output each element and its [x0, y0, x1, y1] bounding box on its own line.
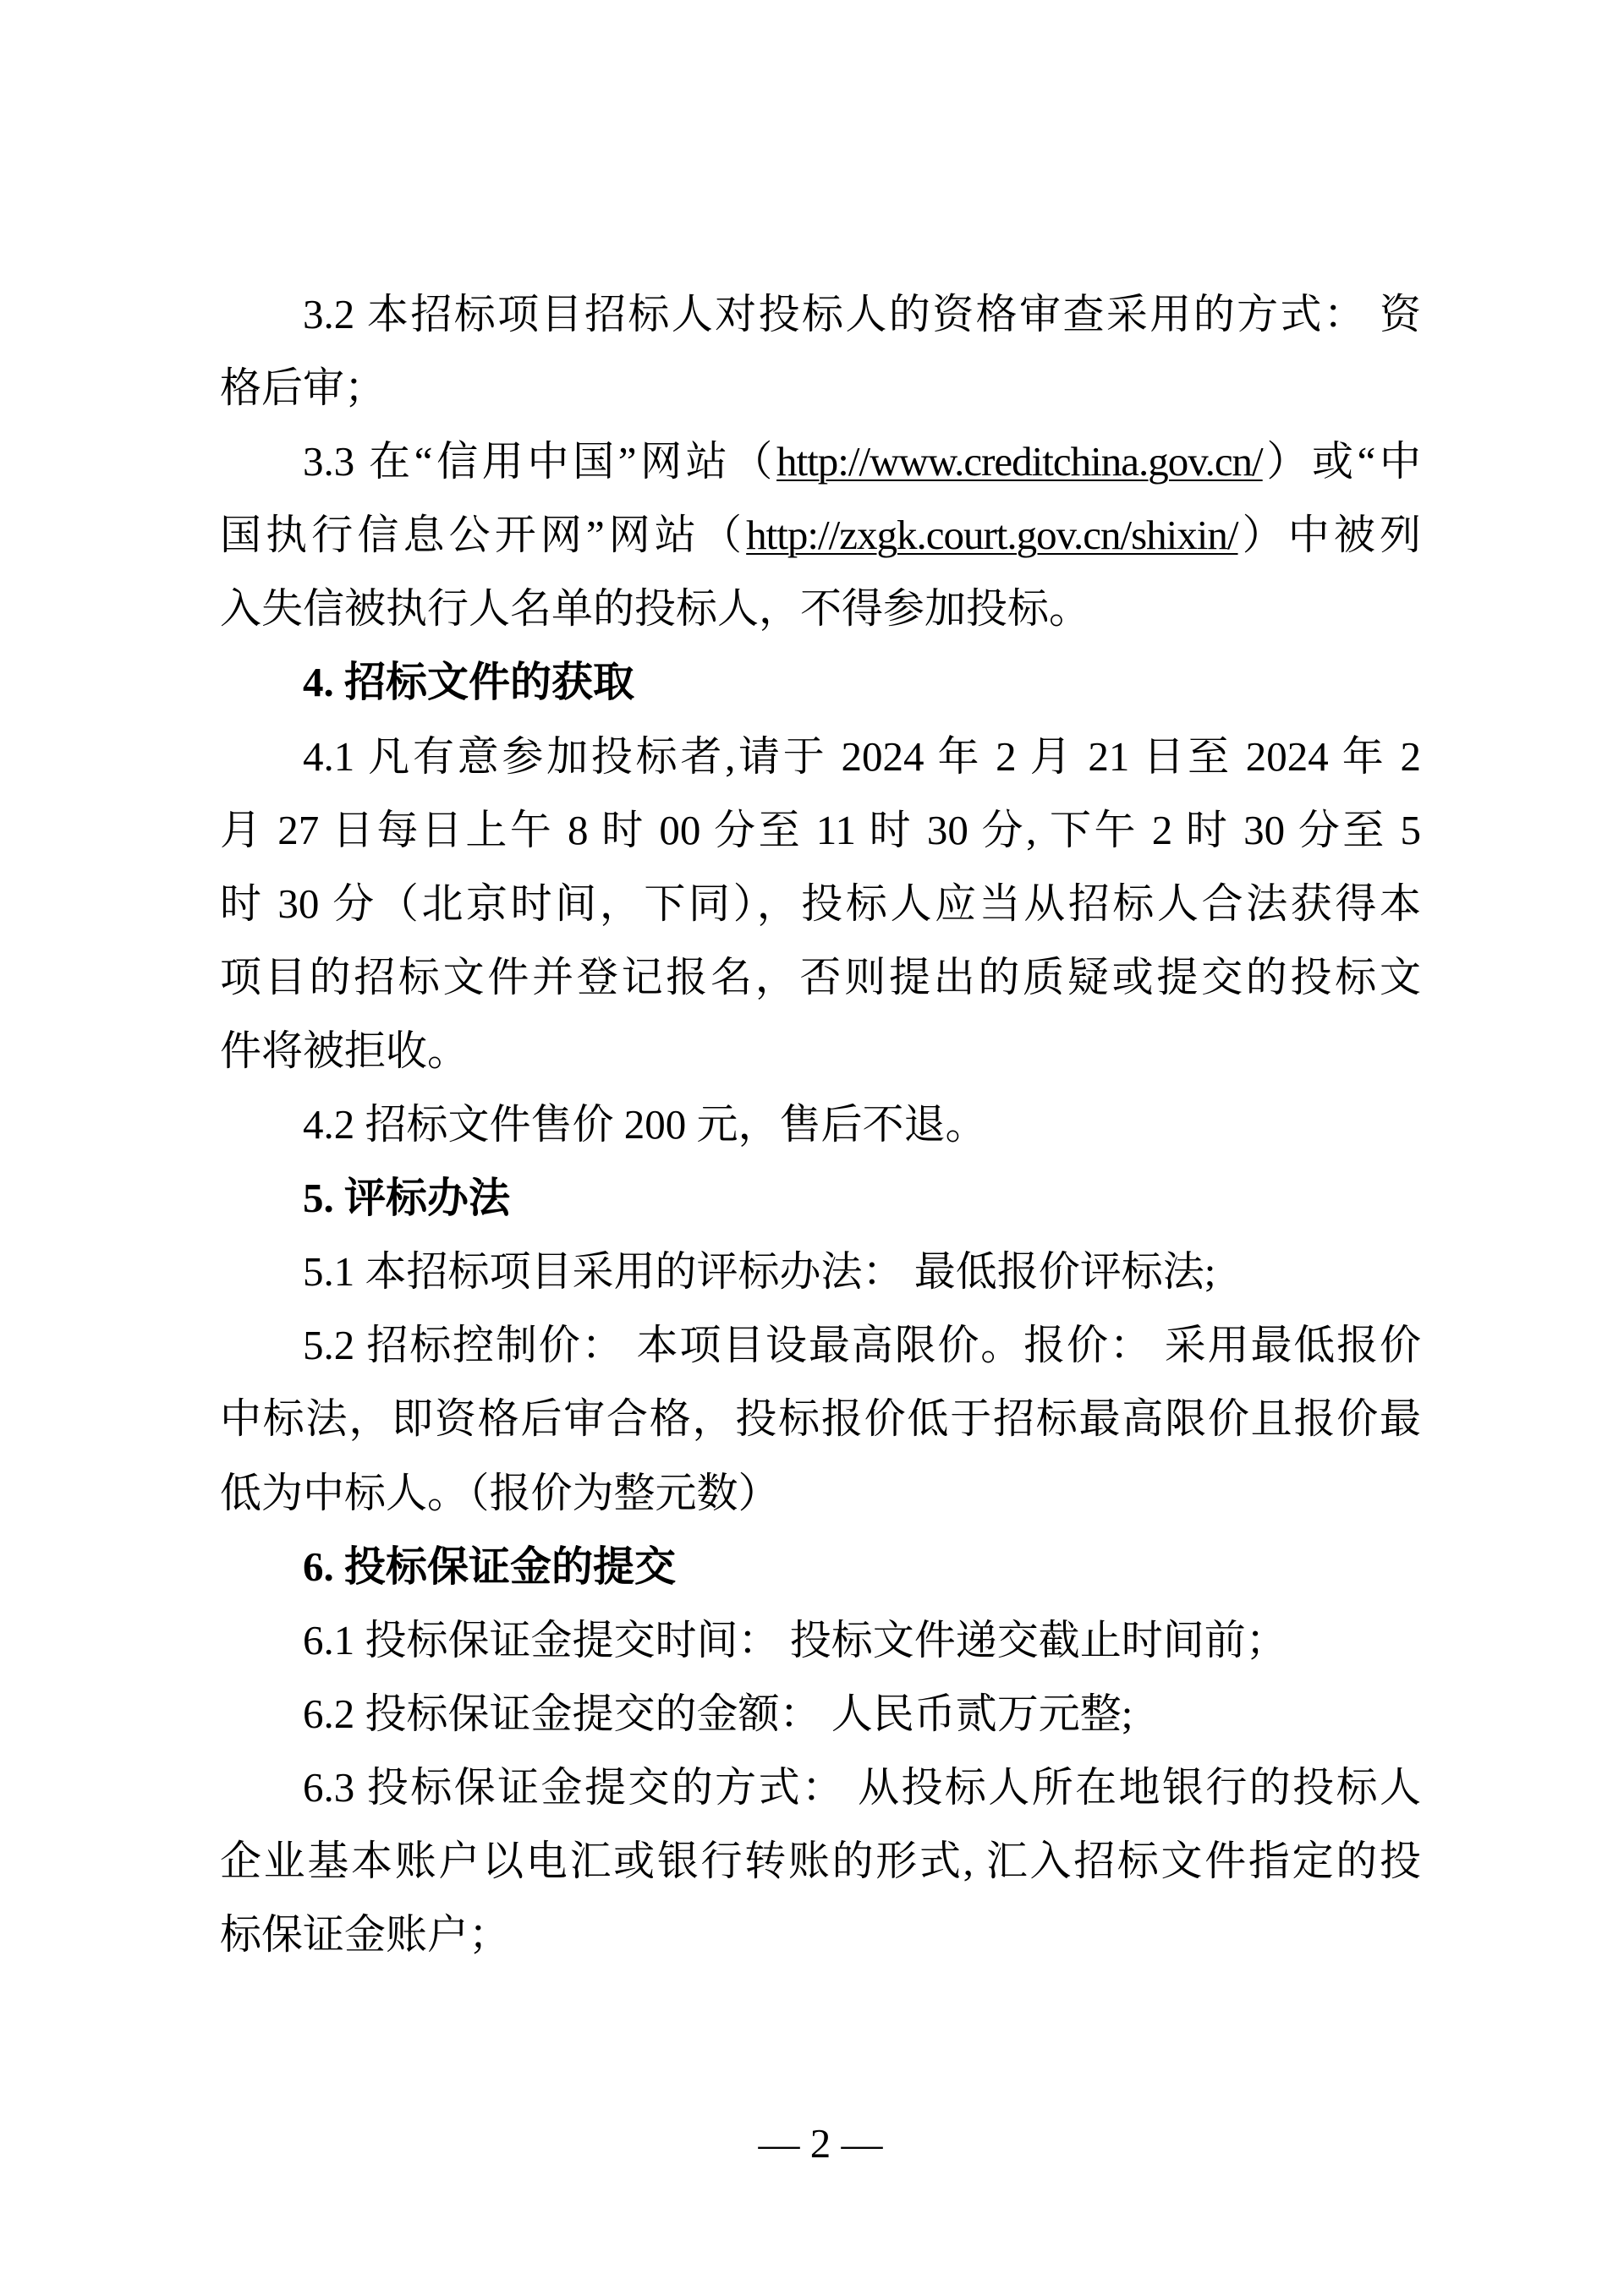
text-run: 5. 评标办法: [303, 1175, 511, 1222]
text-run: 4.2 招标文件售价 200 元，售后不退。: [303, 1101, 987, 1148]
clause-6-3-line-3: [220, 1898, 1421, 1971]
clause-3-3-line-2: [220, 498, 1421, 572]
text-run: 6.3 投标保证金提交的方式： 从投标人所在地银行的投标人: [303, 1763, 1421, 1811]
text-run: 中标法，即资格后审合格，投标报价低于招标最高限价且报价最: [220, 1395, 1421, 1443]
text-run: 4. 招标文件的获取: [303, 659, 635, 706]
text-run: 低为中标人。（报价为整元数）: [220, 1469, 780, 1516]
heading-6: [220, 1530, 1421, 1603]
text-run: ）或“中: [1262, 438, 1421, 485]
text-run: 5.1 本招标项目采用的评标办法： 最低报价评标法;: [303, 1248, 1216, 1296]
clause-3-2-line-2: [220, 351, 1421, 425]
text-run: 6.2 投标保证金提交的金额： 人民币贰万元整;: [303, 1690, 1133, 1737]
text-run: 项目的招标文件并登记报名，否则提出的质疑或提交的投标文: [220, 953, 1421, 1000]
clause-4-2: [220, 1088, 1421, 1161]
clause-3-3-line-3: [220, 572, 1421, 645]
heading-5: [220, 1161, 1421, 1235]
document-body: [220, 277, 1421, 1971]
clause-6-3-line-1: [220, 1751, 1421, 1824]
clause-4-1-line-4: [220, 940, 1421, 1014]
text-run: ）中被列: [1237, 512, 1421, 559]
text-run: 格后审；: [220, 364, 387, 412]
clause-6-3-line-2: [220, 1824, 1421, 1898]
text-run: 入失信被执行人名单的投标人，不得参加投标。: [220, 585, 1091, 633]
hyperlink[interactable]: http://www.creditchina.gov.cn/: [776, 438, 1263, 485]
page-footer: [220, 2118, 1421, 2178]
clause-6-2: [220, 1677, 1421, 1751]
clause-5-2-line-2: [220, 1382, 1421, 1455]
text-run: 6. 投标保证金的提交: [303, 1543, 677, 1590]
text-run: 企业基本账户以电汇或银行转账的形式, 汇入招标文件指定的投: [220, 1837, 1421, 1884]
text-run: 3.2 本招标项目招标人对投标人的资格审查采用的方式： 资: [303, 291, 1421, 337]
text-run: 5.2 招标控制价： 本项目设最高限价。报价： 采用最低报价: [303, 1322, 1421, 1369]
clause-5-2-line-1: [220, 1308, 1421, 1382]
text-run: 3.3 在“信用中国”网站（: [303, 438, 777, 485]
heading-4: [220, 645, 1421, 719]
text-run: 时 30 分（北京时间，下同），投标人应当从招标人合法获得本: [220, 879, 1421, 927]
text-run: 6.1 投标保证金提交时间： 投标文件递交截止时间前；: [303, 1616, 1287, 1663]
clause-5-2-line-3: [220, 1456, 1421, 1530]
text-run: 月 27 日每日上午 8 时 00 分至 11 时 30 分, 下午 2 时 30 分至 5: [220, 806, 1421, 853]
clause-4-1-line-2: [220, 793, 1421, 867]
clause-4-1-line-3: [220, 867, 1421, 940]
page-number: — 2 —: [758, 2120, 883, 2167]
clause-4-1-line-5: [220, 1014, 1421, 1088]
clause-6-1: [220, 1603, 1421, 1677]
clause-3-2-line-1: [220, 277, 1421, 351]
text-run: 4.1 凡有意参加投标者,请于 2024 年 2 月 21 日至 2024 年 2: [303, 732, 1421, 780]
text-run: 国执行信息公开网”网站（: [220, 512, 747, 559]
clause-3-3-line-1: [220, 425, 1421, 498]
hyperlink[interactable]: http://zxgk.court.gov.cn/shixin/: [746, 512, 1238, 559]
text-run: 标保证金账户；: [220, 1911, 511, 1959]
clause-4-1-line-1: [220, 720, 1421, 793]
clause-5-1: [220, 1235, 1421, 1308]
text-run: 件将被拒收。: [220, 1027, 469, 1074]
